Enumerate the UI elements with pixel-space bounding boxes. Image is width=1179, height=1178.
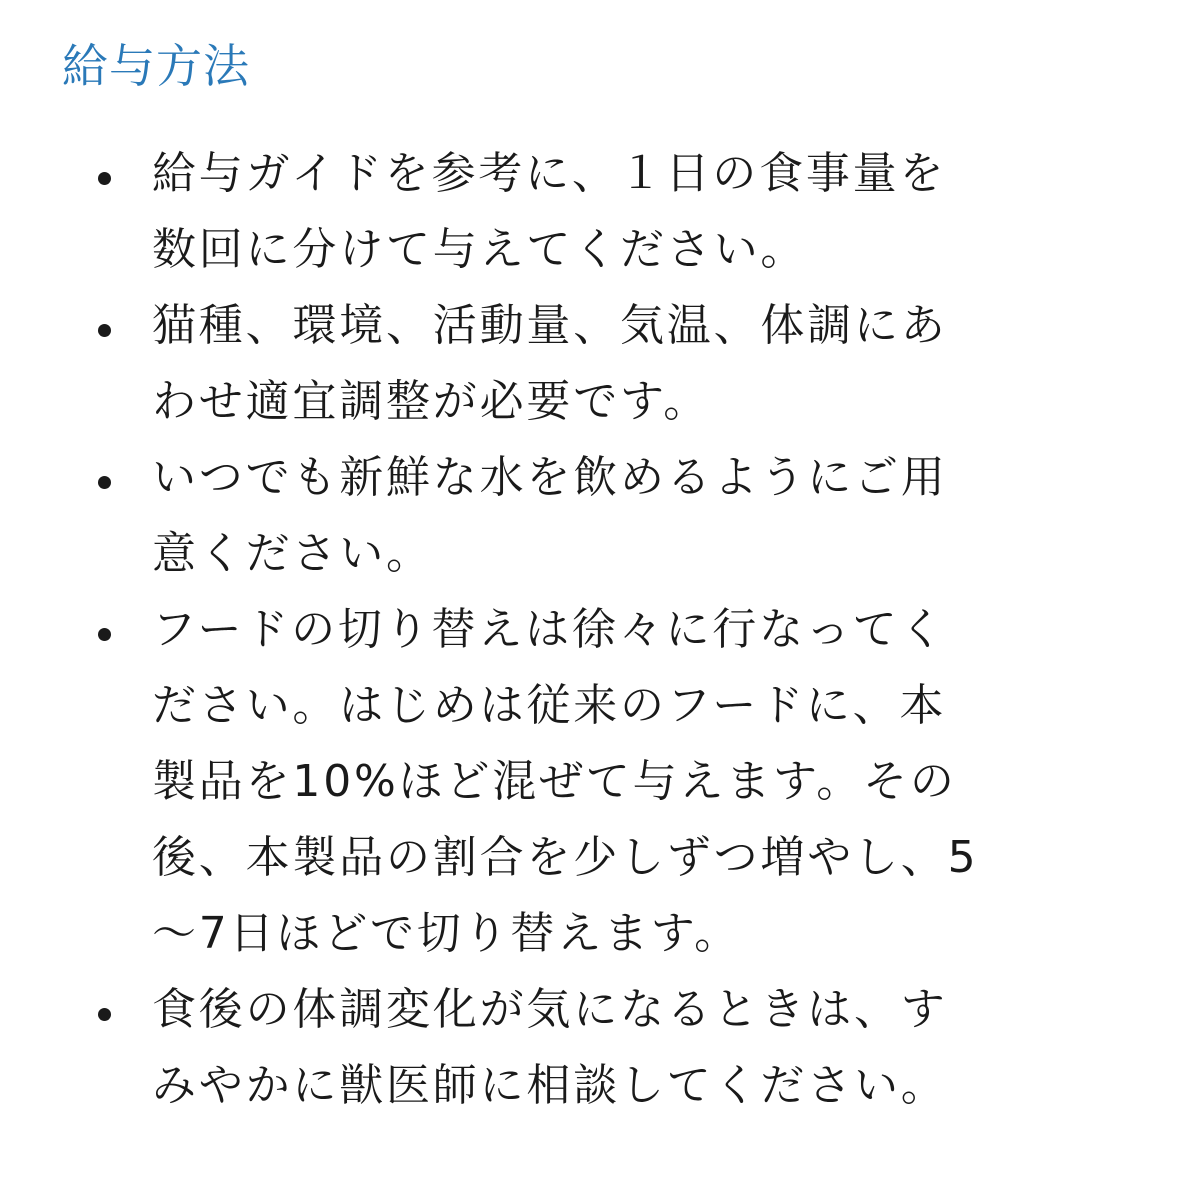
item-text-line: 後、本製品の割合を少しずつ増やし、5 <box>152 832 979 883</box>
bullet-icon <box>98 628 111 641</box>
item-text-line: フードの切り替えは徐々に行なってく <box>152 604 947 655</box>
item-text-line: 猫種、環境、活動量、気温、体調にあ <box>152 300 948 351</box>
item-text-line: 食後の体調変化が気になるときは、す <box>152 984 948 1035</box>
feeding-instructions-list <box>0 146 1179 1134</box>
list-item <box>0 146 1179 298</box>
item-text-line: 給与ガイドを参考に、１日の食事量を <box>152 148 947 199</box>
item-text-line: わせ適宜調整が必要です。 <box>152 376 711 427</box>
list-item <box>0 298 1179 450</box>
item-text-line: 〜7日ほどで切り替えます。 <box>152 908 741 959</box>
item-text-line: 製品を10%ほど混ぜて与えます。その <box>152 756 957 807</box>
list-item <box>0 982 1179 1134</box>
bullet-icon <box>98 172 111 185</box>
item-text-line: いつでも新鮮な水を飲めるようにご用 <box>152 452 948 503</box>
item-text-line: 意ください。 <box>152 528 433 579</box>
item-text-line: みやかに獣医師に相談してください。 <box>152 1060 948 1111</box>
bullet-icon <box>98 1008 111 1021</box>
list-item <box>0 602 1179 982</box>
section-heading: 給与方法 <box>62 39 250 93</box>
list-item <box>0 450 1179 602</box>
bullet-icon <box>98 324 111 337</box>
bullet-icon <box>98 476 111 489</box>
item-text-line: ださい。はじめは従来のフードに、本 <box>152 680 947 731</box>
item-text-line: 数回に分けて与えてください。 <box>152 224 808 275</box>
